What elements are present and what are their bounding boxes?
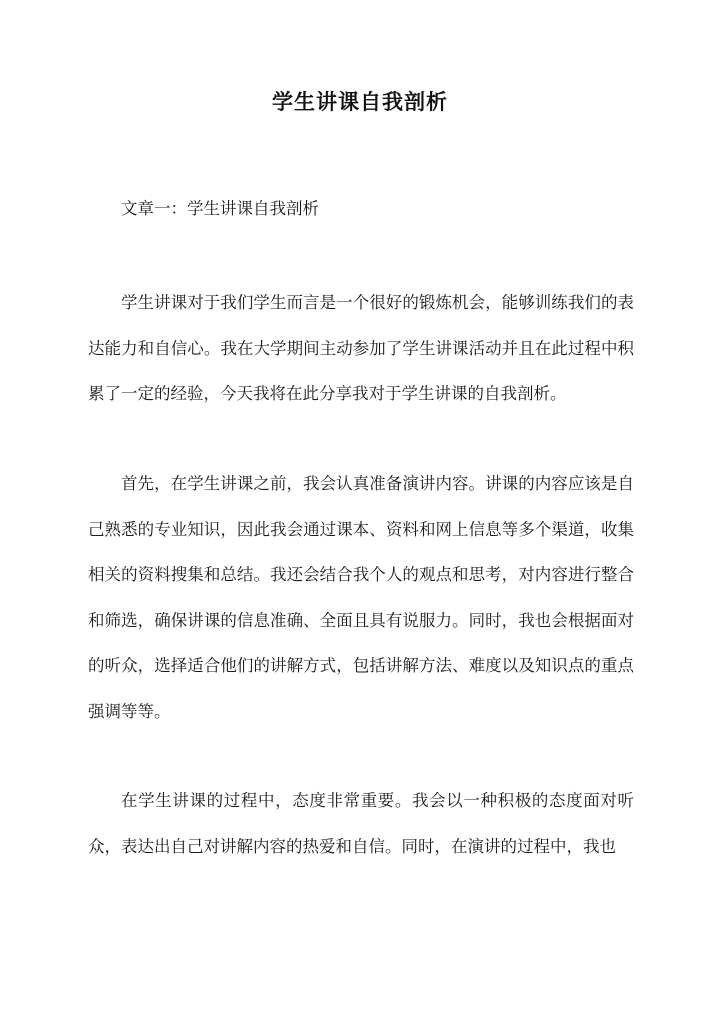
paragraph-3: 在学生讲课的过程中，态度非常重要。我会以一种积极的态度面对听众，表达出自己对讲解内容的热爱和自信。同时，在演讲的过程中，我也 [88, 791, 634, 856]
document-title: 学生讲课自我剖析 [272, 89, 448, 114]
paragraph-1: 学生讲课对于我们学生而言是一个很好的锻炼机会，能够训练我们的表达能力和自信心。我在大学期间主动参加了学生讲课活动并且在此过程中积累了一定的经验，今天我将在此分享我对于学生讲课的自我剖析。 [88, 293, 634, 403]
paragraph-2: 首先，在学生讲课之前，我会认真准备演讲内容。讲课的内容应该是自己熟悉的专业知识，因此我会通过课本、资料和网上信息等多个渠道，收集相关的资料搜集和总结。我还会结合我个人的观点和思考，对内容进行整合和筛选，确保讲课的信息准确、全面且具有说服力。同时，我也会根据面对的听众，选择适合他们的讲解方式，包括讲解方法、难度以及知识点的重点强调等等。 [88, 474, 634, 721]
article-subtitle: 文章一：学生讲课自我剖析 [121, 199, 319, 218]
